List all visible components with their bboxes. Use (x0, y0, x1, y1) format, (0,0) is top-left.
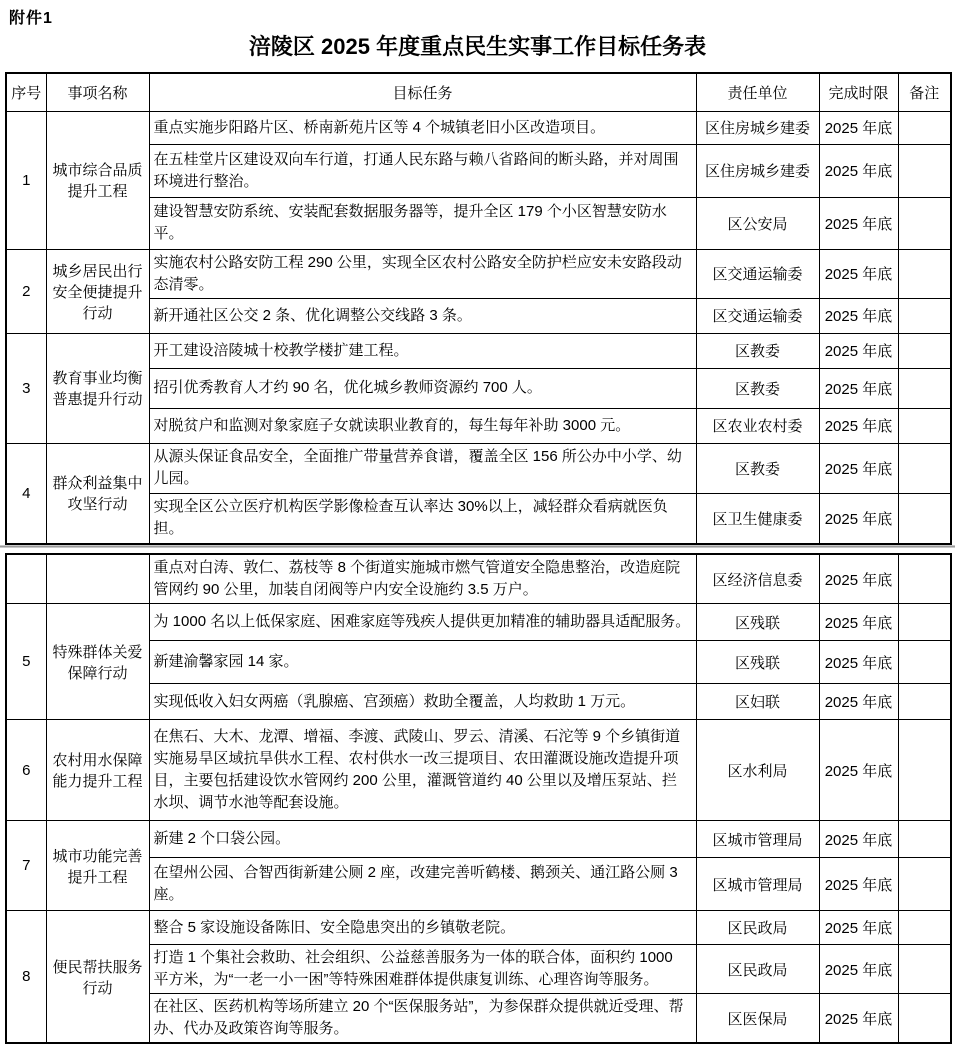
unit-cell: 区妇联 (696, 684, 819, 720)
task-cell: 开工建设涪陵城十校教学楼扩建工程。 (149, 333, 696, 368)
seq-cell: 3 (6, 333, 46, 443)
seq-cell: 4 (6, 443, 46, 544)
task-cell: 为 1000 名以上低保家庭、困难家庭等残疾人提供更加精准的辅助器具适配服务。 (149, 604, 696, 641)
deadline-cell: 2025 年底 (819, 911, 898, 945)
item-name-cell: 教育事业均衡普惠提升行动 (46, 333, 149, 443)
item-name-cell: 群众利益集中攻坚行动 (46, 443, 149, 544)
deadline-cell: 2025 年底 (819, 144, 898, 197)
task-cell: 在社区、医药机构等场所建立 20 个“医保服务站”，为参保群众提供就近受理、帮办、代办及政策咨询等服务。 (149, 994, 696, 1044)
deadline-cell: 2025 年底 (819, 443, 898, 493)
deadline-cell: 2025 年底 (819, 408, 898, 443)
note-cell (898, 911, 951, 945)
deadline-cell: 2025 年底 (819, 821, 898, 858)
unit-cell: 区交通运输委 (696, 249, 819, 298)
task-row (6, 554, 951, 604)
unit-cell: 区水利局 (696, 720, 819, 821)
unit-cell: 区民政局 (696, 945, 819, 994)
task-table-page2 (5, 553, 952, 1044)
task-cell: 新建渝馨家园 14 家。 (149, 641, 696, 684)
task-cell: 从源头保证食品安全，全面推广带量营养食谱，覆盖全区 156 所公办中小学、幼儿园。 (149, 443, 696, 493)
deadline-cell: 2025 年底 (819, 493, 898, 544)
task-cell: 在望州公园、合智西街新建公厕 2 座，改建完善听鹤楼、鹅颈关、通江路公厕 3 座。 (149, 858, 696, 911)
deadline-cell: 2025 年底 (819, 945, 898, 994)
seq-cell: 8 (6, 911, 46, 1044)
seq-cell: 5 (6, 604, 46, 720)
task-cell: 重点对白涛、敦仁、荔枝等 8 个街道实施城市燃气管道安全隐患整治，改造庭院管网约 90 公里，加装自闭阀等户内安全设施约 3.5 万户。 (149, 554, 696, 604)
note-cell (898, 249, 951, 298)
note-cell (898, 144, 951, 197)
unit-cell: 区残联 (696, 641, 819, 684)
deadline-cell: 2025 年底 (819, 554, 898, 604)
task-cell: 招引优秀教育人才约 90 名，优化城乡教师资源约 700 人。 (149, 368, 696, 408)
deadline-cell: 2025 年底 (819, 994, 898, 1044)
unit-cell: 区民政局 (696, 911, 819, 945)
task-cell: 整合 5 家设施设备陈旧、安全隐患突出的乡镇敬老院。 (149, 911, 696, 945)
note-cell (898, 994, 951, 1044)
item-name-cell: 城市综合品质提升工程 (46, 111, 149, 249)
unit-cell: 区教委 (696, 443, 819, 493)
deadline-cell: 2025 年底 (819, 197, 898, 249)
item-name-cell: 便民帮扶服务行动 (46, 911, 149, 1044)
unit-cell: 区公安局 (696, 197, 819, 249)
task-table-page1 (5, 72, 952, 545)
note-cell (898, 298, 951, 333)
task-cell: 实现全区公立医疗机构医学影像检查互认率达 30%以上，减轻群众看病就医负担。 (149, 493, 696, 544)
task-row (6, 720, 951, 821)
task-row (6, 333, 951, 368)
unit-cell: 区交通运输委 (696, 298, 819, 333)
note-cell (898, 858, 951, 911)
deadline-cell: 2025 年底 (819, 641, 898, 684)
item-name-cell (46, 554, 149, 604)
seq-cell: 2 (6, 249, 46, 333)
col-header-task: 目标任务 (149, 73, 696, 111)
task-cell: 建设智慧安防系统、安装配套数据服务器等，提升全区 179 个小区智慧安防水平。 (149, 197, 696, 249)
unit-cell: 区城市管理局 (696, 821, 819, 858)
note-cell (898, 333, 951, 368)
page-break-divider (0, 545, 955, 548)
seq-cell: 1 (6, 111, 46, 249)
note-cell (898, 604, 951, 641)
item-name-cell: 农村用水保障能力提升工程 (46, 720, 149, 821)
note-cell (898, 945, 951, 994)
task-cell: 在焦石、大木、龙潭、增福、李渡、武陵山、罗云、清溪、石沱等 9 个乡镇街道实施易旱区域抗旱供水工程、农村供水一改三提项目、农田灌溉设施改造提升项目，主要包括建设饮水管网约 200 公里，灌溉管道约 40 公里以及增压泵站、拦水坝、调节水池等配套设施。 (149, 720, 696, 821)
deadline-cell: 2025 年底 (819, 298, 898, 333)
task-cell: 新开通社区公交 2 条、优化调整公交线路 3 条。 (149, 298, 696, 333)
task-cell: 实施农村公路安防工程 290 公里，实现全区农村公路安全防护栏应安未安路段动态清零。 (149, 249, 696, 298)
col-header-item: 事项名称 (46, 73, 149, 111)
unit-cell: 区城市管理局 (696, 858, 819, 911)
seq-cell: 6 (6, 720, 46, 821)
task-cell: 重点实施步阳路片区、桥南新苑片区等 4 个城镇老旧小区改造项目。 (149, 111, 696, 144)
unit-cell: 区医保局 (696, 994, 819, 1044)
deadline-cell: 2025 年底 (819, 684, 898, 720)
note-cell (898, 111, 951, 144)
col-header-note: 备注 (898, 73, 951, 111)
unit-cell: 区农业农村委 (696, 408, 819, 443)
page-title: 涪陵区 2025 年度重点民生实事工作目标任务表 (248, 34, 707, 59)
unit-cell: 区教委 (696, 333, 819, 368)
deadline-cell: 2025 年底 (819, 249, 898, 298)
note-cell (898, 368, 951, 408)
task-cell: 实现低收入妇女两癌（乳腺癌、宫颈癌）救助全覆盖，人均救助 1 万元。 (149, 684, 696, 720)
item-name-cell: 特殊群体关爱保障行动 (46, 604, 149, 720)
col-header-deadline: 完成时限 (819, 73, 898, 111)
note-cell (898, 821, 951, 858)
col-header-seq: 序号 (6, 73, 46, 111)
task-row (6, 443, 951, 493)
task-row (6, 821, 951, 858)
deadline-cell: 2025 年底 (819, 368, 898, 408)
task-row (6, 249, 951, 298)
task-row (6, 911, 951, 945)
unit-cell: 区卫生健康委 (696, 493, 819, 544)
col-header-unit: 责任单位 (696, 73, 819, 111)
note-cell (898, 641, 951, 684)
unit-cell: 区教委 (696, 368, 819, 408)
unit-cell: 区经济信息委 (696, 554, 819, 604)
seq-cell (6, 554, 46, 604)
deadline-cell: 2025 年底 (819, 604, 898, 641)
deadline-cell: 2025 年底 (819, 333, 898, 368)
deadline-cell: 2025 年底 (819, 111, 898, 144)
note-cell (898, 197, 951, 249)
task-cell: 打造 1 个集社会救助、社会组织、公益慈善服务为一体的联合体，面积约 1000 平方米，为“一老一小一困”等特殊困难群体提供康复训练、心理咨询等服务。 (149, 945, 696, 994)
note-cell (898, 720, 951, 821)
header-row (6, 73, 951, 111)
note-cell (898, 554, 951, 604)
note-cell (898, 493, 951, 544)
note-cell (898, 684, 951, 720)
note-cell (898, 408, 951, 443)
unit-cell: 区住房城乡建委 (696, 144, 819, 197)
attachment-label: 附件1 (9, 10, 53, 27)
task-cell: 新建 2 个口袋公园。 (149, 821, 696, 858)
deadline-cell: 2025 年底 (819, 720, 898, 821)
item-name-cell: 城乡居民出行安全便捷提升行动 (46, 249, 149, 333)
task-cell: 对脱贫户和监测对象家庭子女就读职业教育的，每生每年补助 3000 元。 (149, 408, 696, 443)
unit-cell: 区住房城乡建委 (696, 111, 819, 144)
item-name-cell: 城市功能完善提升工程 (46, 821, 149, 911)
task-cell: 在五桂堂片区建设双向车行道，打通人民东路与赖八省路间的断头路，并对周围环境进行整治。 (149, 144, 696, 197)
deadline-cell: 2025 年底 (819, 858, 898, 911)
seq-cell: 7 (6, 821, 46, 911)
task-row (6, 604, 951, 641)
task-row (6, 111, 951, 144)
note-cell (898, 443, 951, 493)
unit-cell: 区残联 (696, 604, 819, 641)
